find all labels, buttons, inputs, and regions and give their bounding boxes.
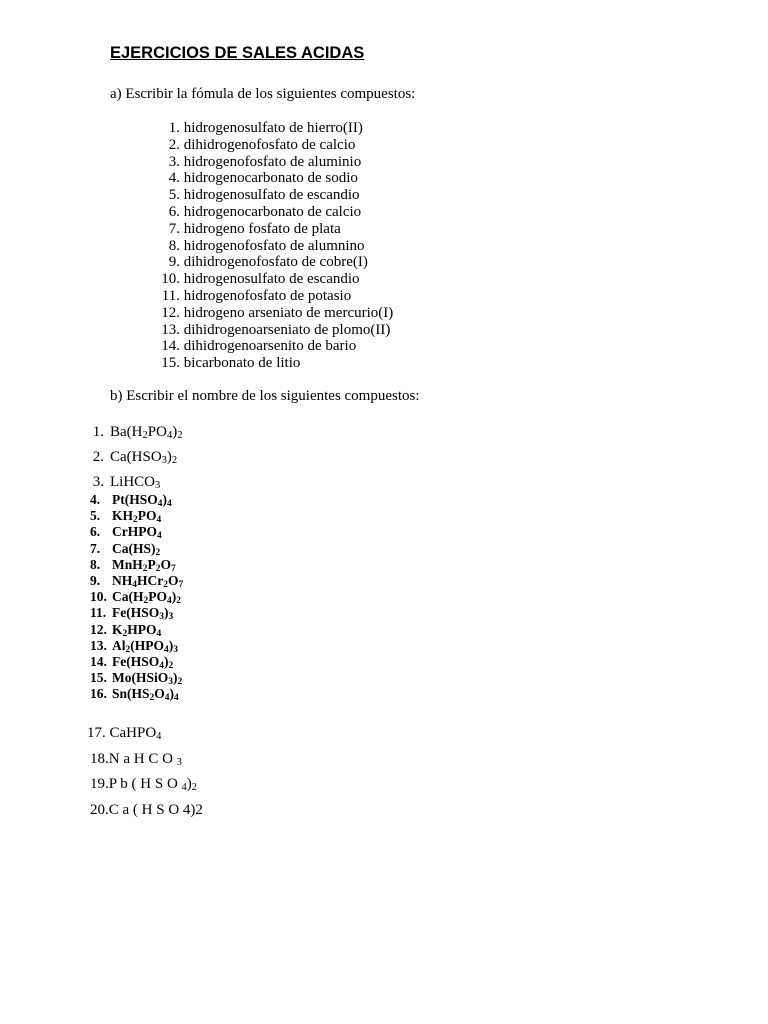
list-item: [156, 170, 393, 187]
formula-text: ): [171, 589, 177, 605]
formula-subscript: 2: [168, 661, 174, 672]
list-item: [87, 725, 161, 742]
formula-subscript: 2: [155, 547, 161, 558]
list-number: 3.: [92, 474, 104, 490]
list-number: 20.: [90, 802, 109, 818]
list-item: [90, 776, 197, 793]
formula-subscript: 4: [164, 693, 170, 704]
formula-subscript: 2: [122, 628, 128, 639]
formula-subscript: 4: [159, 661, 164, 672]
formula-text: HPO: [127, 621, 157, 637]
list-item: [156, 221, 393, 238]
formula-text: MnH: [112, 556, 143, 572]
formula-text: C a ( H S O 4)2: [108, 802, 203, 818]
formula-subscript: 2: [142, 430, 148, 441]
formula-subscript: 4: [163, 644, 169, 655]
list-item: [156, 154, 393, 171]
formula-text: N a H C O: [108, 751, 177, 767]
formula-text: LiHCO: [110, 474, 155, 490]
list-item: [90, 686, 183, 702]
list-item: [84, 449, 177, 466]
list-number: 12.: [161, 304, 180, 321]
list-text: dihidrogenofosfato de calcio: [180, 136, 356, 153]
formula-subscript: 3: [176, 757, 182, 768]
list-item: [90, 654, 183, 670]
formula-text: Ca(HSO: [110, 449, 162, 465]
formula-text: ): [162, 492, 167, 507]
list-item: [156, 288, 393, 305]
formula-text: Ba(H: [110, 424, 143, 440]
list-item: [156, 120, 393, 137]
formula-subscript: 2: [155, 563, 161, 574]
formula-subscript: 3: [168, 612, 174, 623]
formula-text: KH: [112, 508, 134, 524]
list-number: 5.: [168, 187, 180, 204]
formula-text: PO: [137, 508, 157, 524]
list-number: 7.: [90, 540, 101, 556]
section-a-list: [156, 120, 393, 372]
list-number: 11.: [90, 605, 107, 621]
list-number: 10.: [161, 271, 180, 288]
formula-subscript: 2: [177, 430, 183, 441]
list-number: 2.: [92, 449, 104, 465]
list-item: [90, 751, 182, 768]
list-item: [90, 670, 183, 686]
list-item: [156, 271, 393, 288]
list-item: [156, 187, 393, 204]
list-item: [90, 524, 183, 540]
list-number: 6.: [90, 524, 101, 540]
list-text: hidrogenofosfato de aluminio: [180, 153, 362, 170]
formula-subscript: 4: [157, 531, 162, 542]
formula-subscript: 4: [166, 499, 172, 509]
list-item: [84, 474, 160, 491]
list-item: [90, 573, 183, 589]
list-number: 1.: [92, 424, 104, 440]
formula-text: P: [147, 556, 156, 572]
formula-text: K: [112, 621, 123, 637]
list-number: 18.: [90, 751, 109, 767]
formula-subscript: 3: [155, 480, 161, 491]
list-text: dihidrogenofosfato de cobre(I): [180, 254, 368, 271]
list-number: 17.: [87, 725, 106, 741]
list-number: 12.: [90, 621, 107, 637]
list-item: [156, 338, 393, 355]
formula-text: Mo(HSiO: [112, 670, 169, 686]
formula-subscript: 2: [133, 515, 138, 526]
list-item: [84, 424, 182, 441]
formula-subscript: 4: [166, 430, 173, 441]
list-text: hidrogenosulfato de hierro(II): [180, 120, 363, 136]
formula-subscript: 2: [176, 596, 181, 607]
formula-text: Ca(H: [112, 589, 144, 605]
formula-text: ): [163, 605, 169, 621]
formula-subscript: 2: [163, 580, 168, 591]
formula-subscript: 2: [125, 644, 131, 655]
list-item: [156, 305, 393, 322]
formula-text: Pt(HSO: [112, 492, 158, 507]
formula-text: Fe(HSO: [112, 654, 160, 670]
list-number: 8.: [90, 556, 101, 572]
formula-subscript: 4: [173, 693, 179, 704]
formula-subscript: 2: [149, 693, 155, 704]
formula-text: HCr: [136, 573, 164, 589]
formula-subscript: 3: [168, 677, 173, 688]
formula-subscript: 7: [178, 580, 184, 591]
list-text: hidrogenofosfato de alumnino: [180, 237, 365, 254]
list-item: [156, 322, 393, 339]
list-number: 4.: [168, 170, 180, 187]
formula-text: O: [160, 556, 171, 572]
list-item: [156, 238, 393, 255]
list-item: [90, 508, 183, 524]
formula-text: ): [172, 670, 178, 686]
formula-text: Al: [112, 637, 126, 653]
formula-text: CrHPO: [112, 524, 157, 540]
formula-text: ): [172, 424, 178, 440]
list-text: hidrogenosulfato de escandio: [180, 187, 360, 204]
list-number: 13.: [161, 321, 180, 338]
formula-text: PO: [148, 589, 167, 605]
list-item: [156, 254, 393, 271]
formula-subscript: 2: [171, 455, 178, 466]
list-text: dihidrogenoarseniato de plomo(II): [180, 321, 391, 338]
list-number: 1.: [168, 120, 180, 136]
list-number: 14.: [161, 338, 180, 355]
formula-text: O: [167, 573, 179, 589]
formula-subscript: 2: [177, 677, 183, 688]
list-number: 4.: [90, 492, 101, 507]
formula-text: ): [186, 776, 192, 792]
list-number: 5.: [90, 508, 101, 524]
list-number: 9.: [168, 254, 180, 271]
formula-text: PO: [147, 424, 167, 440]
section-b-bold-list: [90, 492, 183, 703]
list-item: [90, 589, 183, 605]
formula-text: P b ( H S O: [108, 776, 182, 792]
list-item: [90, 638, 183, 654]
formula-subscript: 4: [132, 580, 137, 591]
formula-subscript: 3: [161, 455, 167, 466]
list-number: 2.: [168, 136, 180, 153]
list-text: dihidrogenoarsenito de bario: [180, 338, 357, 355]
formula-text: O: [154, 686, 165, 702]
formula-subscript: 4: [166, 596, 172, 607]
formula-subscript: 4: [181, 782, 187, 793]
list-item: [90, 541, 183, 557]
formula-text: CaHPO: [105, 725, 157, 741]
formula-subscript: 2: [143, 596, 149, 607]
list-number: 3.: [168, 153, 180, 170]
list-text: hidrogenosulfato de escandio: [180, 271, 360, 288]
list-number: 8.: [168, 237, 180, 254]
formula-subscript: 4: [156, 515, 162, 526]
list-item: [90, 622, 183, 638]
section-b-heading: b) Escribir el nombre de los siguientes compuestos:: [110, 388, 420, 404]
list-number: 15.: [161, 355, 180, 372]
list-item: [90, 605, 183, 621]
formula-subscript: 3: [159, 612, 164, 623]
section-a-heading: a) Escribir la fómula de los siguientes compuestos:: [110, 86, 416, 102]
formula-text: ): [166, 449, 172, 465]
list-number: 19.: [90, 776, 109, 792]
list-number: 7.: [168, 220, 180, 237]
list-number: 10.: [90, 589, 107, 605]
list-text: hidrogeno arseniato de mercurio(I): [180, 304, 394, 321]
formula-subscript: 7: [170, 563, 176, 574]
list-item: [90, 802, 203, 819]
formula-subscript: 2: [142, 563, 148, 574]
list-item: [156, 204, 393, 221]
formula-subscript: 4: [156, 731, 162, 742]
formula-text: Fe(HSO: [112, 605, 160, 621]
formula-text: Ca(HS): [112, 540, 156, 556]
list-number: 16.: [90, 686, 107, 702]
list-item: [156, 355, 393, 372]
list-number: 13.: [90, 637, 107, 653]
list-number: 15.: [90, 670, 107, 686]
formula-text: ): [169, 686, 174, 702]
list-text: hidrogenofosfato de potasio: [180, 287, 352, 304]
list-number: 6.: [168, 203, 180, 220]
formula-text: (HPO: [130, 637, 164, 653]
list-number: 11.: [161, 287, 180, 304]
formula-text: ): [168, 637, 174, 653]
formula-subscript: 3: [173, 644, 178, 655]
list-text: bicarbonato de litio: [180, 355, 301, 372]
formula-text: ): [163, 654, 169, 670]
list-item: [90, 492, 183, 508]
list-number: 9.: [90, 573, 101, 589]
formula-subscript: 2: [191, 782, 198, 793]
formula-subscript: 4: [156, 628, 162, 639]
list-item: [156, 137, 393, 154]
list-text: hidrogenocarbonato de calcio: [180, 203, 362, 220]
formula-text: Sn(HS: [112, 686, 150, 702]
list-item: [90, 557, 183, 573]
list-number: 14.: [90, 654, 107, 670]
formula-text: NH: [112, 573, 133, 589]
formula-subscript: 4: [157, 499, 163, 509]
list-text: hidrogenocarbonato de sodio: [180, 170, 358, 187]
list-text: hidrogeno fosfato de plata: [180, 220, 341, 237]
page-title: EJERCICIOS DE SALES ACIDAS: [110, 44, 365, 62]
